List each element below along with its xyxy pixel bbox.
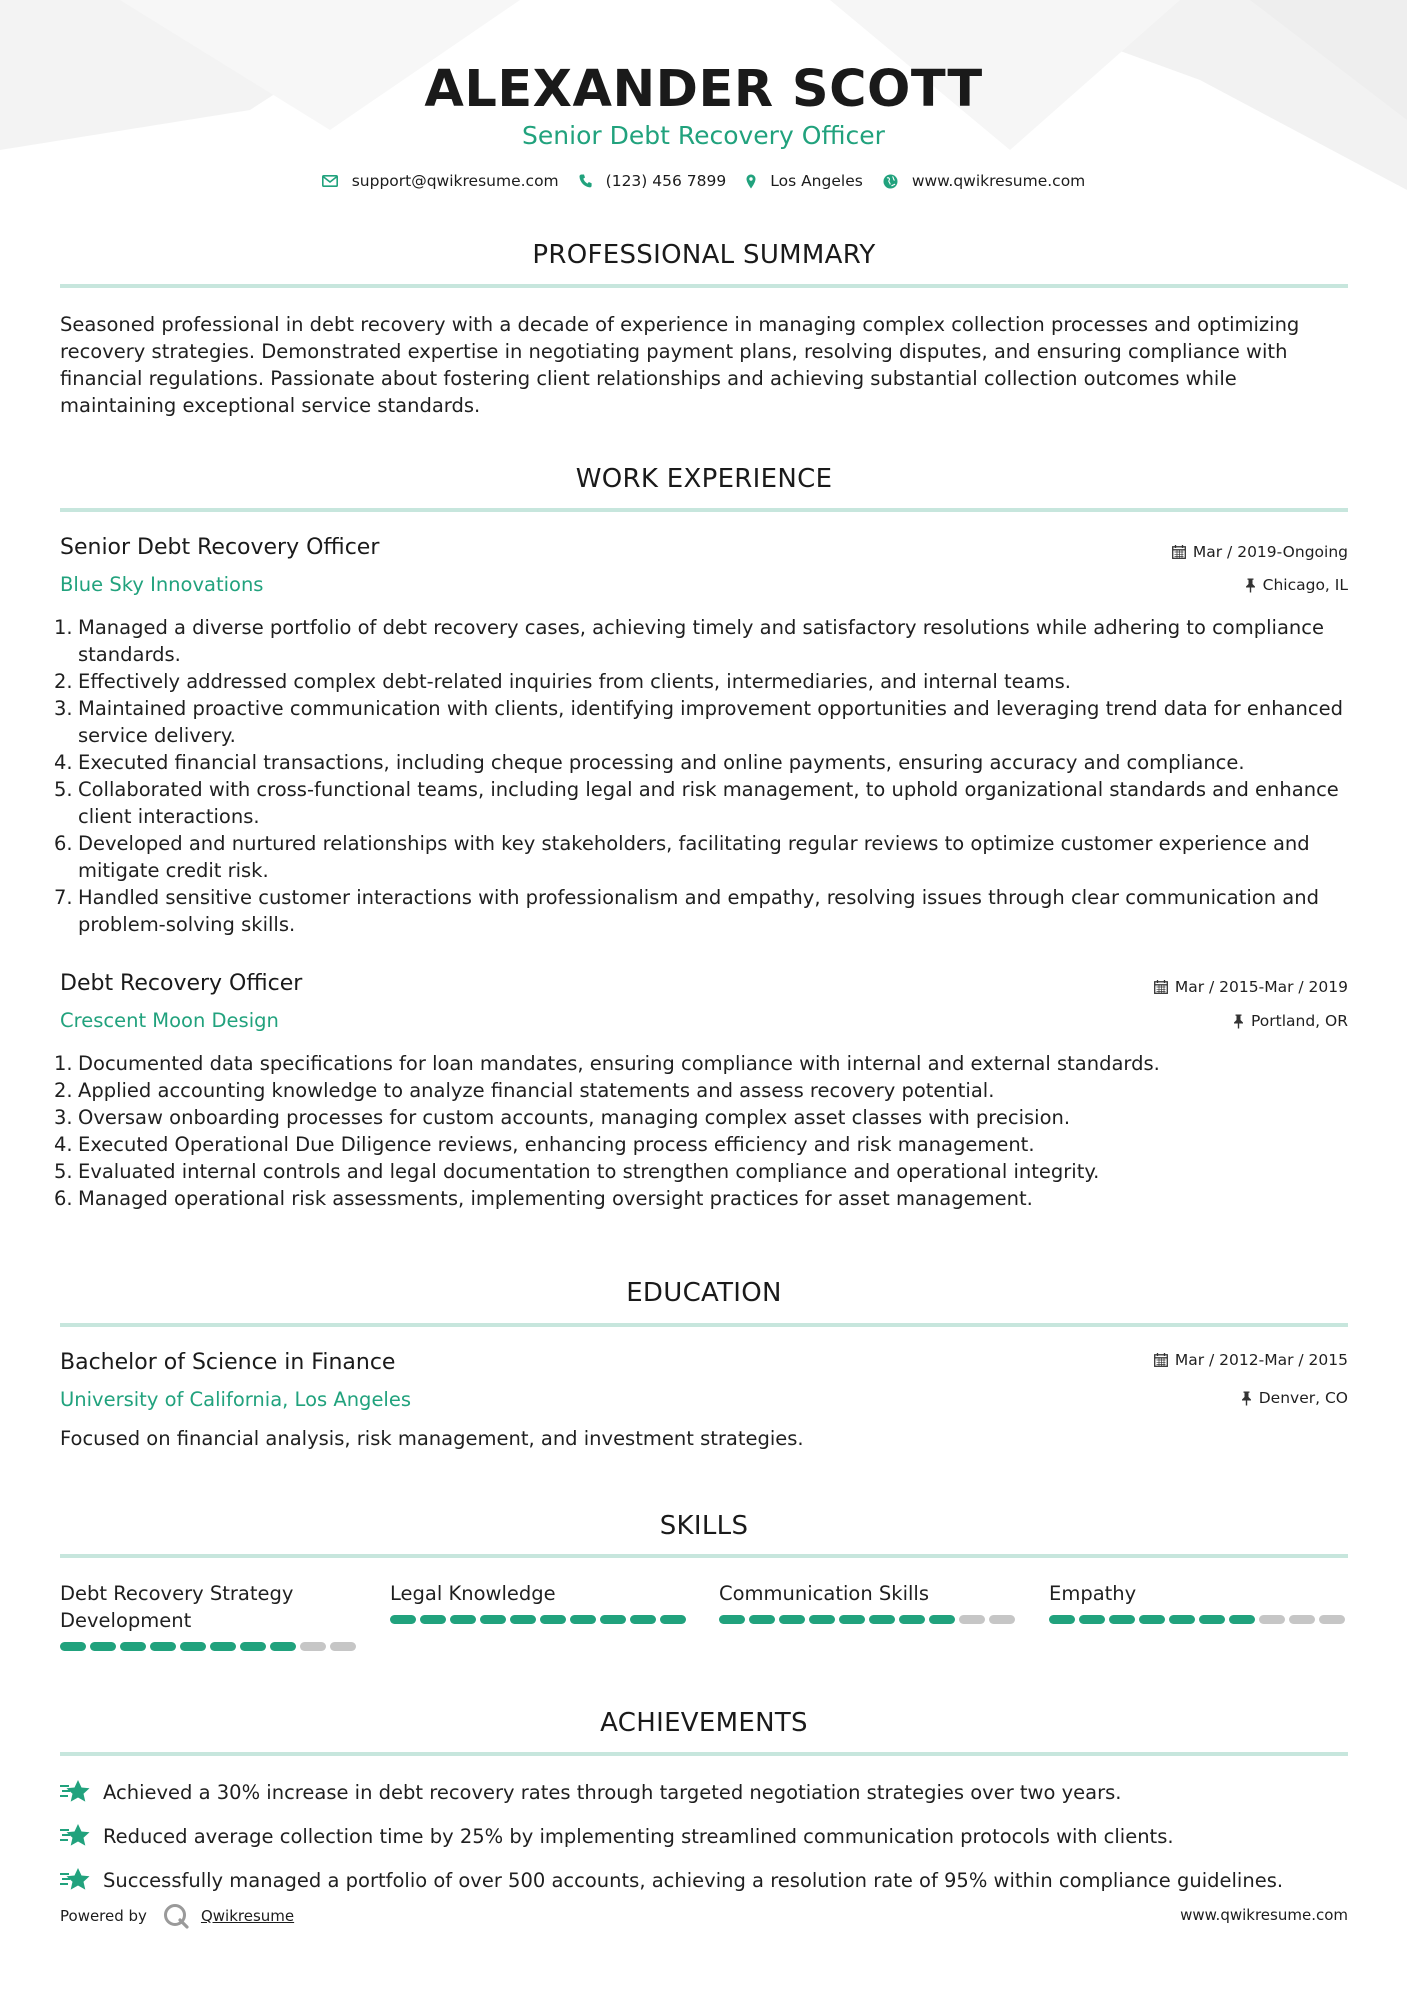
skill-level-segment (450, 1615, 476, 1624)
skill-item (719, 1580, 1019, 1624)
skill-level-segment (180, 1642, 206, 1651)
skill-level-segment (1229, 1615, 1255, 1624)
phone-icon (579, 174, 592, 188)
contact-website[interactable] (883, 172, 1085, 190)
job-bullet-list (54, 1050, 1350, 1212)
skill-label: Legal Knowledge (390, 1582, 556, 1605)
contact-website-text: www.qwikresume.com (911, 172, 1086, 190)
education-dates (1154, 1351, 1348, 1369)
skill-level-segment (480, 1615, 506, 1624)
skill-level-segment (1109, 1615, 1135, 1624)
skill-level-segment (300, 1642, 326, 1651)
star-icon (60, 1779, 92, 1805)
header-background-decoration (0, 0, 1407, 240)
qwikresume-link[interactable]: Qwikresume (200, 1907, 295, 1925)
contact-email[interactable] (322, 172, 559, 190)
achievement-text: Successfully managed a portfolio of over 500 accounts, achieving a resolution rate of 95% within compliance guidelines. (103, 1868, 1284, 1892)
contact-email-text: support@qwikresume.com (351, 172, 559, 190)
job-dates-text: Mar / 2019-Ongoing (1192, 543, 1348, 561)
skill-item (60, 1580, 360, 1651)
job-dates-text: Mar / 2015-Mar / 2019 (1174, 978, 1348, 996)
skill-level-segment (1259, 1615, 1285, 1624)
section-divider (60, 284, 1348, 288)
pushpin-icon (1245, 578, 1256, 593)
skill-level-segment (270, 1642, 296, 1651)
skill-level-segment (959, 1615, 985, 1624)
skill-level-segment (1289, 1615, 1315, 1624)
achievement-item (60, 1867, 1360, 1893)
skill-level-segment (660, 1615, 686, 1624)
education-location-text: Denver, CO (1258, 1389, 1348, 1407)
skill-level-segment (1169, 1615, 1195, 1624)
skill-level-segment (839, 1615, 865, 1624)
job-bullet-list (54, 614, 1350, 938)
powered-by-label: Powered by (60, 1907, 147, 1925)
company-name: Blue Sky Innovations (60, 573, 264, 596)
skill-level-bar (390, 1615, 690, 1624)
list-item: 2. Effectively addressed complex debt-related inquiries from clients, intermediaries, and internal teams. (54, 670, 1071, 693)
skill-level-segment (90, 1642, 116, 1651)
achievement-item (60, 1823, 1360, 1849)
section-divider (60, 1323, 1348, 1327)
skill-level-segment (809, 1615, 835, 1624)
contact-phone[interactable] (579, 172, 727, 190)
skill-level-segment (120, 1642, 146, 1651)
job-location (1233, 1012, 1348, 1030)
calendar-icon (1172, 545, 1186, 559)
list-item: 7. Handled sensitive customer interactions with professionalism and empathy, resolving issues through clear communication and problem-solving skills. (54, 886, 1319, 936)
skill-level-segment (749, 1615, 775, 1624)
contact-phone-text: (123) 456 7899 (605, 172, 727, 190)
skill-level-segment (60, 1642, 86, 1651)
job-location-text: Portland, OR (1250, 1012, 1348, 1030)
list-item: 1. Managed a diverse portfolio of debt recovery cases, achieving timely and satisfactory resolutions while adhering to compliance standards. (54, 616, 1324, 666)
skill-level-segment (150, 1642, 176, 1651)
job-title: Debt Recovery Officer (60, 971, 303, 996)
education-dates-text: Mar / 2012-Mar / 2015 (1174, 1351, 1348, 1369)
pushpin-icon (1241, 1391, 1252, 1406)
job-location-text: Chicago, IL (1262, 576, 1348, 594)
footer-powered-by (60, 1903, 294, 1929)
skill-level-segment (390, 1615, 416, 1624)
candidate-name: ALEXANDER SCOTT (424, 60, 983, 119)
skill-level-bar (719, 1615, 1019, 1624)
skill-level-segment (779, 1615, 805, 1624)
calendar-icon (1154, 1353, 1168, 1367)
skill-level-segment (240, 1642, 266, 1651)
skill-level-segment (1319, 1615, 1345, 1624)
education-description: Focused on financial analysis, risk management, and investment strategies. (60, 1427, 804, 1450)
job-title: Senior Debt Recovery Officer (60, 535, 380, 560)
degree-title: Bachelor of Science in Finance (60, 1350, 396, 1375)
skill-label: Empathy (1049, 1582, 1137, 1605)
calendar-icon (1154, 980, 1168, 994)
skill-level-bar (1049, 1615, 1349, 1624)
map-pin-icon (746, 174, 756, 189)
globe-icon (883, 174, 898, 189)
skill-level-segment (600, 1615, 626, 1624)
section-title-summary: PROFESSIONAL SUMMARY (532, 240, 876, 270)
list-item: 6. Managed operational risk assessments, implementing oversight practices for asset management. (54, 1187, 1033, 1210)
skill-level-segment (1079, 1615, 1105, 1624)
skill-level-segment (420, 1615, 446, 1624)
list-item: 3. Maintained proactive communication with clients, identifying improvement opportunities and leveraging trend data for enhanced service delivery. (54, 697, 1344, 747)
skill-item (1049, 1580, 1349, 1624)
section-title-skills: SKILLS (659, 1511, 749, 1541)
list-item: 6. Developed and nurtured relationships with key stakeholders, facilitating regular reviews to optimize customer experience and mitigate credit risk. (54, 832, 1310, 882)
contact-location-text: Los Angeles (770, 172, 863, 190)
star-icon (60, 1823, 92, 1849)
list-item: 5. Collaborated with cross-functional teams, including legal and risk management, to uphold organizational standards and enhance client interactions. (54, 778, 1339, 828)
skill-level-segment (630, 1615, 656, 1624)
contact-bar (0, 172, 1407, 190)
skill-label: Communication Skills (719, 1582, 929, 1605)
job-location (1245, 576, 1348, 594)
list-item: 4. Executed Operational Due Diligence reviews, enhancing process efficiency and risk management. (54, 1133, 1035, 1156)
skill-level-segment (210, 1642, 236, 1651)
list-item: 3. Oversaw onboarding processes for custom accounts, managing complex asset classes with precision. (54, 1106, 1071, 1129)
job-dates (1172, 543, 1348, 561)
education-location (1241, 1389, 1348, 1407)
skill-level-segment (1199, 1615, 1225, 1624)
skill-level-segment (1049, 1615, 1075, 1624)
skill-level-segment (570, 1615, 596, 1624)
pushpin-icon (1233, 1014, 1244, 1029)
achievement-item (60, 1779, 1360, 1805)
skill-level-segment (899, 1615, 925, 1624)
section-title-achievements: ACHIEVEMENTS (600, 1708, 808, 1738)
skill-item (390, 1580, 690, 1624)
skill-level-segment (929, 1615, 955, 1624)
candidate-role: Senior Debt Recovery Officer (522, 121, 885, 150)
job-dates (1154, 978, 1348, 996)
skill-level-segment (510, 1615, 536, 1624)
list-item: 4. Executed financial transactions, including cheque processing and online payments, ensuring accuracy and compliance. (54, 751, 1245, 774)
list-item: 5. Evaluated internal controls and legal documentation to strengthen compliance and operational integrity. (54, 1160, 1100, 1183)
achievement-text: Achieved a 30% increase in debt recovery rates through targeted negotiation strategies over two years. (103, 1780, 1122, 1804)
section-title-experience: WORK EXPERIENCE (575, 464, 833, 494)
footer-url[interactable]: www.qwikresume.com (1180, 1906, 1348, 1924)
school-name: University of California, Los Angeles (60, 1388, 412, 1411)
company-name: Crescent Moon Design (60, 1009, 279, 1032)
envelope-icon (322, 175, 338, 187)
section-title-education: EDUCATION (626, 1278, 782, 1308)
qwikresume-logo-icon (163, 1903, 189, 1929)
skill-label: Debt Recovery Strategy Development (60, 1582, 294, 1632)
skill-level-segment (1139, 1615, 1165, 1624)
section-divider (60, 1752, 1348, 1756)
skill-level-segment (330, 1642, 356, 1651)
section-divider (60, 508, 1348, 512)
skill-level-bar (60, 1642, 360, 1651)
achievement-text: Reduced average collection time by 25% by implementing streamlined communication protocols with clients. (103, 1824, 1174, 1848)
skill-level-segment (719, 1615, 745, 1624)
skill-level-segment (869, 1615, 895, 1624)
summary-text: Seasoned professional in debt recovery with a decade of experience in managing complex collection processes and optimizing recovery strategies. Demonstrated expertise in negotiating payment plans, resolving disputes, and ensuring compliance with financial regulations. Passionate about fostering client relationships and achieving substantial collection outcomes while maintaining exceptional service standards. (60, 313, 1300, 417)
skill-level-segment (989, 1615, 1015, 1624)
star-icon (60, 1867, 92, 1893)
skill-level-segment (540, 1615, 566, 1624)
section-divider (60, 1554, 1348, 1558)
contact-location (746, 172, 863, 190)
list-item: 1. Documented data specifications for loan mandates, ensuring compliance with internal and external standards. (54, 1052, 1160, 1075)
list-item: 2. Applied accounting knowledge to analyze financial statements and assess recovery potential. (54, 1079, 995, 1102)
